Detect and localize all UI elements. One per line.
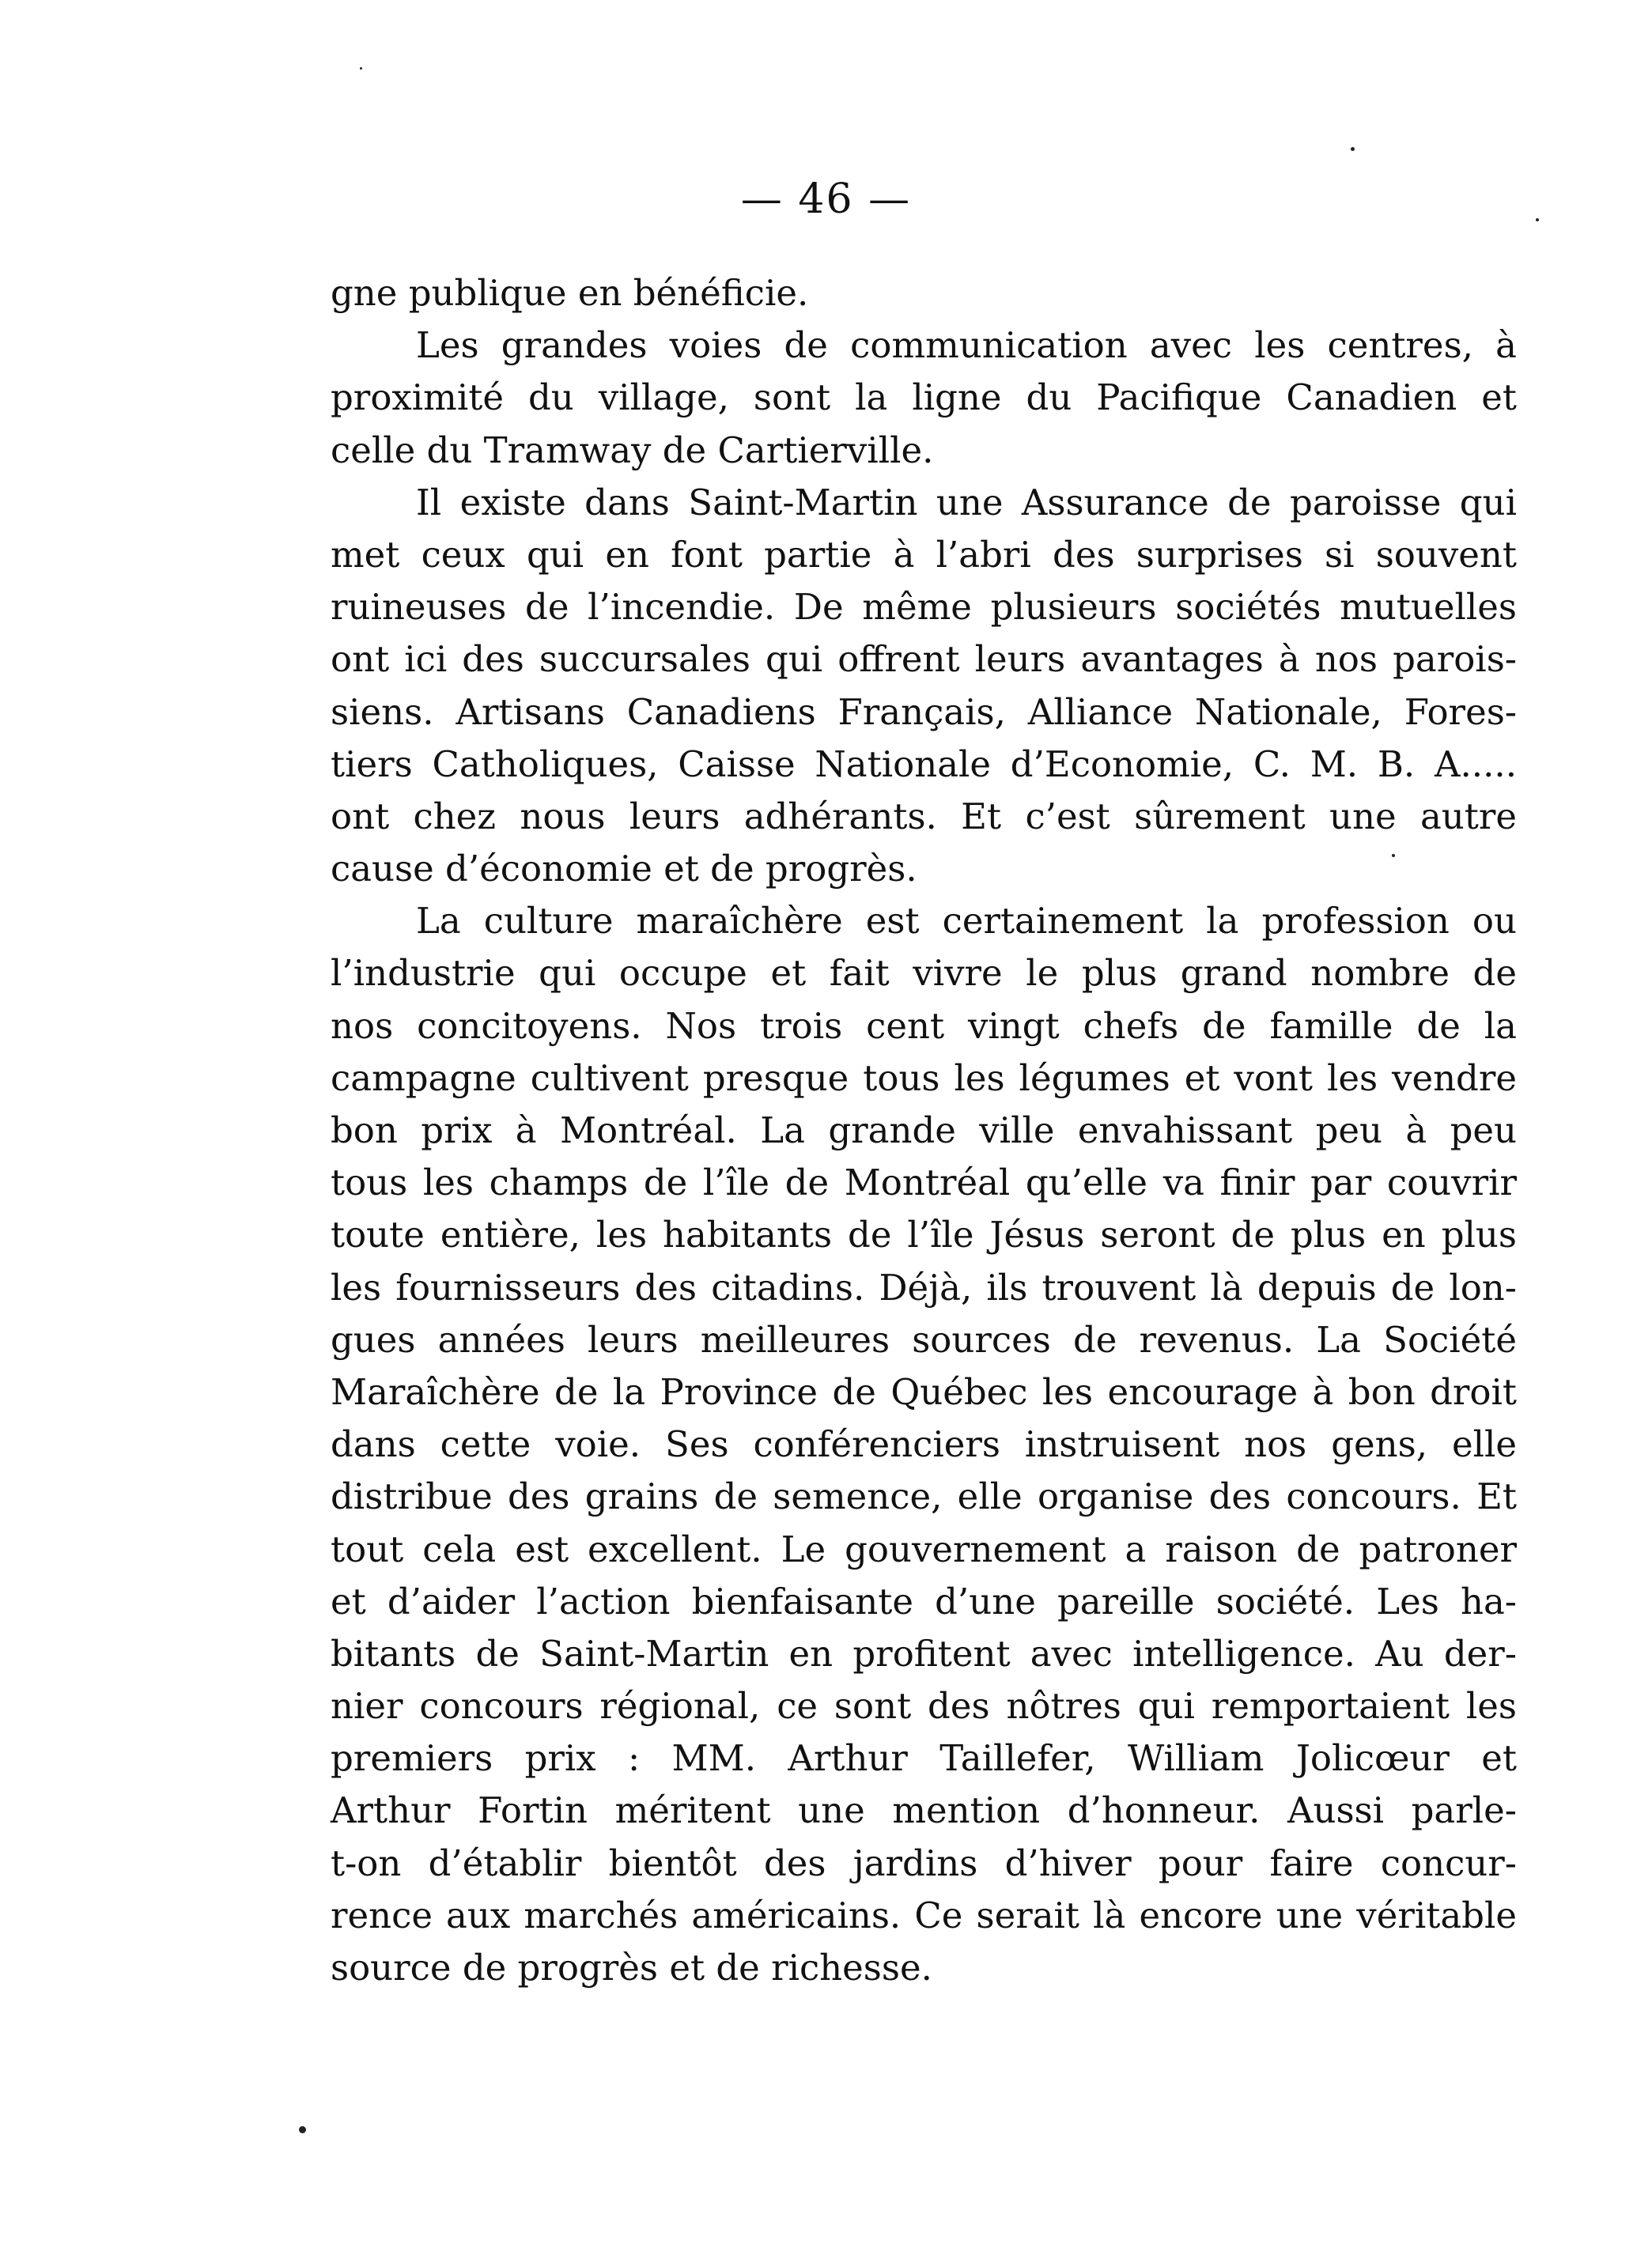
text-line: l’industrie qui occupe et fait vivre le plus grand nombre de [331, 952, 1517, 995]
text-line: les fournisseurs des citadins. Déjà, ils trouvent là depuis de lon- [331, 1266, 1517, 1309]
text-line: tous les champs de l’île de Montréal qu’elle va finir par couvrir [331, 1162, 1517, 1204]
text-line: proximité du village, sont la ligne du Pacifique Canadien et [331, 376, 1517, 419]
text-line: dans cette voie. Ses conférenciers instruisent nos gens, elle [331, 1423, 1517, 1466]
scan-speck [299, 2126, 306, 2133]
text-line: tiers Catholiques, Caisse Nationale d’Economie, C. M. B. A..... [331, 742, 1517, 785]
text-line: ont chez nous leurs adhérants. Et c’est sûrement une autre [331, 795, 1517, 837]
page-number: — 46 — [740, 176, 912, 223]
text-line: cause d’économie et de progrès. [331, 848, 917, 890]
text-line: bitants de Saint-Martin en profitent avec intelligence. Au der- [331, 1632, 1517, 1675]
paragraph-first-line: Les grandes voies de communication avec les centres, à [416, 324, 1517, 367]
text-line: Maraîchère de la Province de Québec les encourage à bon droit [331, 1370, 1517, 1413]
scan-speck [360, 67, 362, 70]
text-line: distribue des grains de semence, elle organise des concours. Et [331, 1475, 1517, 1518]
scan-speck [1351, 147, 1355, 151]
text-line: ont ici des succursales qui offrent leurs avantages à nos parois- [331, 638, 1517, 681]
body-text [331, 267, 1517, 1994]
scan-speck [1392, 854, 1395, 857]
text-line: bon prix à Montréal. La grande ville envahissant peu à peu [331, 1109, 1517, 1151]
paragraph-first-line: La culture maraîchère est certainement la profession ou [416, 900, 1517, 943]
text-line: nos concitoyens. Nos trois cent vingt chefs de famille de la [331, 1004, 1517, 1047]
text-line: toute entière, les habitants de l’île Jésus seront de plus en plus [331, 1214, 1517, 1256]
text-line: siens. Artisans Canadiens Français, Alliance Nationale, Fores- [331, 690, 1517, 733]
text-line: met ceux qui en font partie à l’abri des surprises si souvent [331, 533, 1517, 576]
text-line: rence aux marchés américains. Ce serait là encore une véritable [331, 1894, 1517, 1936]
text-line: source de progrès et de richesse. [331, 1947, 932, 1989]
text-line: tout cela est excellent. Le gouvernement a raison de patroner [331, 1528, 1517, 1570]
text-line: Arthur Fortin méritent une mention d’honneur. Aussi parle- [331, 1789, 1517, 1832]
text-line: gues années leurs meilleures sources de revenus. La Société [331, 1318, 1517, 1361]
text-line: ruineuses de l’incendie. De même plusieurs sociétés mutuelles [331, 586, 1517, 629]
text-line: gne publique en bénéficie. [331, 272, 809, 314]
text-line: t-on d’établir bientôt des jardins d’hiver pour faire concur- [331, 1842, 1517, 1884]
text-line: nier concours régional, ce sont des nôtres qui remportaient les [331, 1685, 1517, 1728]
text-line: celle du Tramway de Cartierville. [331, 429, 934, 471]
text-line: campagne cultivent presque tous les légumes et vont les vendre [331, 1056, 1517, 1099]
text-line: et d’aider l’action bienfaisante d’une pareille société. Les ha- [331, 1580, 1517, 1623]
paragraph-first-line: Il existe dans Saint-Martin une Assurance de paroisse qui [416, 481, 1517, 523]
text-line: premiers prix : MM. Arthur Taillefer, William Jolicœur et [331, 1737, 1517, 1780]
scan-speck [1536, 218, 1539, 221]
